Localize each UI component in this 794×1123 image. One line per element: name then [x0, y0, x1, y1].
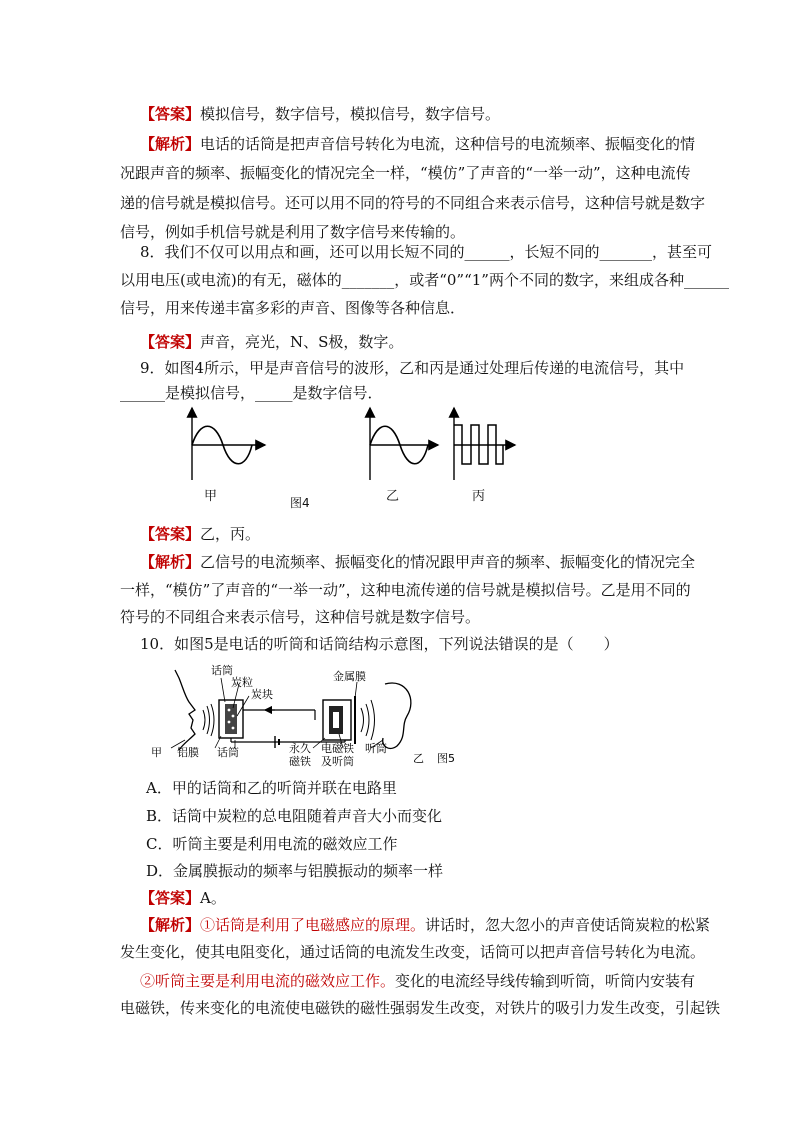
- signal-yi-graph: [370, 408, 438, 480]
- figure-4-label-jia: 甲: [204, 489, 218, 504]
- analysis-tag: 【解析】: [140, 135, 201, 153]
- answer-text: A。: [200, 889, 226, 907]
- question-9-line: ______是模拟信号，_____是数字信号．: [120, 384, 383, 402]
- answer-line: [140, 104, 500, 124]
- figure-4-label-bing: 丙: [472, 489, 486, 504]
- label-huatong-top: 话筒: [211, 664, 233, 677]
- analysis-highlight: ②听筒主要是利用电流的磁效应工作。: [140, 972, 396, 990]
- sound-waves-icon: [203, 704, 214, 736]
- analysis-highlight: ①话筒是利用了电磁感应的原理。: [200, 916, 426, 934]
- label-huatong-bottom: 话筒: [217, 746, 239, 759]
- answer-text: 乙，丙。: [200, 525, 261, 543]
- label-diancitie: 电磁铁: [321, 742, 354, 755]
- option-c: C．听筒主要是利用电流的磁效应工作: [146, 835, 398, 853]
- option-b: B．话筒中炭粒的总电阻随着声音大小而变化: [146, 807, 443, 825]
- analysis-line: [140, 915, 710, 935]
- analysis-line: [140, 971, 695, 991]
- answer-tag: 【答案】: [140, 333, 201, 351]
- analysis-line: [140, 134, 695, 154]
- label-tankuai: 炭块: [251, 688, 273, 701]
- analysis-text: 电话的话筒是把声音信号转化为电流，这种信号的电流频率、振幅变化的情: [200, 135, 696, 153]
- label-yongjiu: 永久: [289, 742, 311, 755]
- question-8-line: 以用电压(或电流)的有无，磁体的_______，或者“0”“1”两个不同的数字，来组成各种______: [120, 271, 729, 289]
- label-jinshumo: 金属膜: [333, 670, 366, 683]
- signal-bing-graph: [454, 408, 515, 480]
- ear-icon: [383, 683, 411, 748]
- question-8-line: 8．我们不仅可以用点和画，还可以用长短不同的______，长短不同的_______，甚至可: [140, 243, 713, 261]
- label-tingtong: 听筒: [365, 742, 387, 755]
- answer-tag: 【答案】: [140, 525, 201, 543]
- analysis-tag: 【解析】: [140, 553, 201, 571]
- sound-waves-icon: [361, 700, 375, 740]
- option-d: D．金属膜振动的频率与铝膜振动的频率一样: [146, 862, 444, 880]
- question-9-line: 9．如图4所示，甲是声音信号的波形，乙和丙是通过处理后传递的电流信号，其中: [140, 359, 685, 377]
- option-a: A．甲的话筒和乙的听筒并联在电路里: [146, 779, 397, 797]
- analysis-line: 符号的不同组合来表示信号，这种信号就是数字信号。: [120, 608, 481, 626]
- analysis-line: 况跟声音的频率、振幅变化的情况完全一样，“模仿”了声音的“一举一动”，这种电流传: [120, 164, 691, 182]
- answer-tag: 【答案】: [140, 105, 201, 123]
- analysis-line: 电磁铁，传来变化的电流使电磁铁的磁性强弱发生改变，对铁片的吸引力发生改变，引起铁: [120, 999, 721, 1017]
- analysis-line: [140, 552, 695, 572]
- answer-line: [140, 332, 403, 352]
- label-jia: 甲: [151, 746, 162, 759]
- figure-5-caption: 图5: [437, 752, 455, 765]
- label-lvmo: 铝膜: [177, 746, 199, 759]
- label-yi: 乙: [413, 752, 424, 765]
- analysis-text: 讲话时，忽大忽小的声音使话筒炭粒的松紧: [425, 916, 711, 934]
- signal-jia-graph: [192, 408, 265, 480]
- figure-4-label-yi: 乙: [386, 489, 400, 504]
- answer-text: 模拟信号，数字信号，模拟信号，数字信号。: [200, 105, 501, 123]
- analysis-text: 乙信号的电流频率、振幅变化的情况跟甲声音的频率、振幅变化的情况完全: [200, 553, 696, 571]
- analysis-line: 一样，“模仿”了声音的“一举一动”，这种电流传递的信号就是模拟信号。乙是用不同的: [120, 581, 691, 599]
- figure-4-caption: 图4: [290, 496, 310, 510]
- analysis-tag: 【解析】: [140, 916, 201, 934]
- analysis-line: 递的信号就是模拟信号。还可以用不同的符号的不同组合来表示信号，这种信号就是数字: [120, 194, 706, 212]
- label-jitingtong: 及听筒: [321, 755, 354, 768]
- answer-tag: 【答案】: [140, 889, 201, 907]
- answer-line: [140, 888, 226, 908]
- carbon-block: [225, 704, 237, 734]
- face-profile-icon: [175, 670, 195, 750]
- answer-line: [140, 524, 260, 544]
- question-8-line: 信号，用来传递丰富多彩的声音、图像等各种信息．: [120, 299, 466, 317]
- answer-text: 声音，亮光，N、S极，数字。: [200, 333, 404, 351]
- question-10-stem: 10．如图5是电话的听筒和话筒结构示意图，下列说法错误的是（ ）: [140, 635, 619, 653]
- label-citie: 磁铁: [289, 755, 311, 768]
- analysis-line: 发生变化，使其电阻变化，通过话筒的电流发生改变，话筒可以把声音信号转化为电流。: [120, 943, 706, 961]
- figure-5: [145, 660, 475, 768]
- label-tanli: 炭粒: [231, 676, 253, 689]
- analysis-text: 变化的电流经导线传输到听筒，听筒内安装有: [395, 972, 696, 990]
- analysis-line: 信号，例如手机信号就是利用了数字信号来传输的。: [120, 223, 466, 241]
